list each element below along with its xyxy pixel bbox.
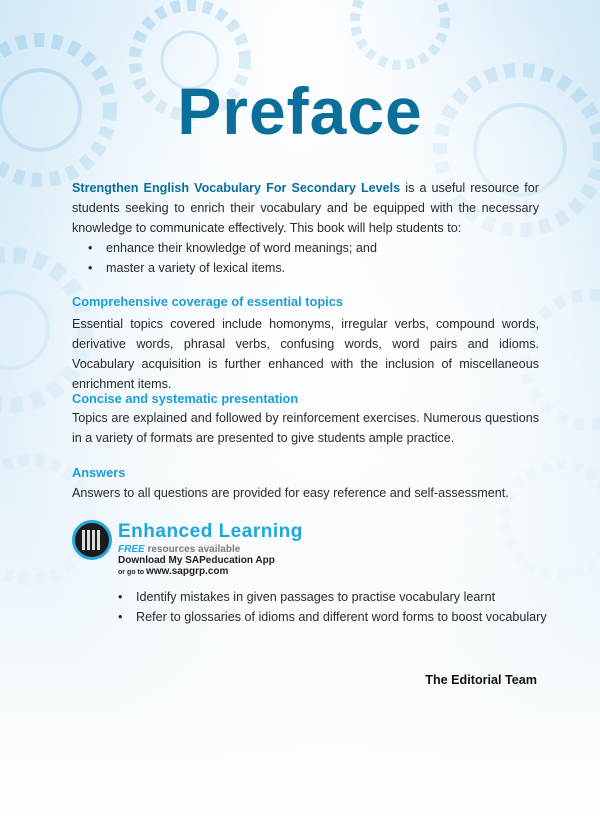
intro-paragraph (72, 178, 539, 238)
book-title: Strengthen English Vocabulary For Secondary Levels (72, 181, 401, 195)
section-heading-presentation: Concise and systematic presentation (72, 391, 299, 406)
intro-bullet-list (88, 238, 548, 278)
section-heading-coverage: Comprehensive coverage of essential topics (72, 294, 343, 309)
page-title: Preface (177, 74, 423, 148)
enhanced-learning-title: Enhanced Learning (118, 521, 303, 542)
free-rest: resources available (144, 544, 241, 555)
section-body-presentation: Topics are explained and followed by reinforcement exercises. Numerous questions in a variety of formats are presented to give students ample practice. (72, 411, 539, 445)
section-body-answers: Answers to all questions are provided for easy reference and self-assessment. (72, 486, 509, 500)
website-link[interactable]: www.sapgrp.com (146, 566, 229, 577)
section-heading-answers: Answers (72, 465, 126, 480)
app-qr-badge-icon (72, 520, 112, 560)
goto-prefix: or go to (118, 569, 146, 576)
free-word: FREE (118, 544, 145, 555)
website-line (118, 567, 228, 578)
intro-text: is a useful resource for students seeking to enrich their vocabulary and be equipped with the necessary knowledge to communicate effectively. This book will help students to: (72, 181, 539, 235)
section-body-coverage: Essential topics covered include homonyms, irregular verbs, compound words, derivative words, phrasal verbs, confusing words, word pairs and idioms. Vocabulary acquisition is further enhanced with the inclusion of miscellaneous enrichment items. (72, 317, 539, 391)
list-item: • Identify mistakes in given passages to practise vocabulary learnt (118, 587, 558, 607)
download-app-line: Download My SAPeducation App (118, 555, 275, 566)
enhanced-bullet-list (118, 587, 558, 627)
list-item: • master a variety of lexical items. (88, 258, 548, 278)
signature: The Editorial Team (425, 673, 537, 687)
list-item: • Refer to glossaries of idioms and different word forms to boost vocabulary (118, 607, 558, 627)
list-item: • enhance their knowledge of word meanings; and (88, 238, 548, 258)
